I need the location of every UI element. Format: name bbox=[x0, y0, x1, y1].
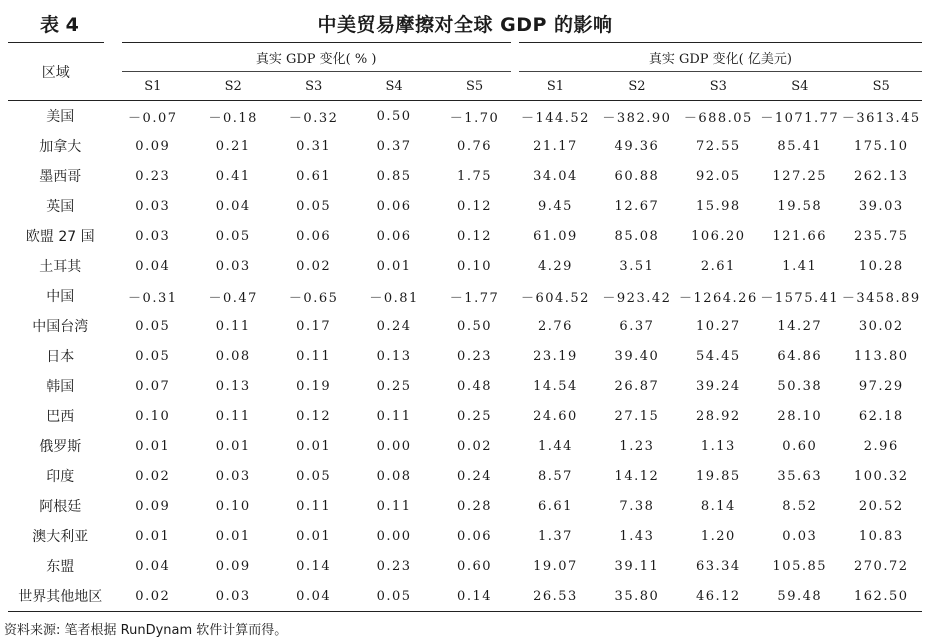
amt-value-cell: 27.15 bbox=[614, 408, 660, 424]
pct-value-cell: 0.11 bbox=[296, 498, 332, 514]
amt-value-cell: 1.13 bbox=[700, 438, 736, 454]
region-cell: 韩国 bbox=[46, 379, 75, 395]
pct-value-cell: －0.47 bbox=[208, 290, 258, 306]
table-row bbox=[8, 311, 922, 341]
amt-value-cell: 1.20 bbox=[700, 528, 736, 544]
amt-value-cell: 100.32 bbox=[854, 468, 909, 484]
pct-value-cell: 0.24 bbox=[376, 318, 412, 334]
pct-value-cell: 0.12 bbox=[296, 408, 332, 424]
table-row bbox=[8, 401, 922, 431]
pct-value-cell: 0.50 bbox=[376, 108, 412, 124]
amt-value-cell: 92.05 bbox=[695, 168, 741, 184]
amt-value-cell: 62.18 bbox=[858, 408, 904, 424]
amt-value-cell: －1264.26 bbox=[678, 290, 758, 306]
amt-value-cell: 2.96 bbox=[863, 438, 899, 454]
scenario-header: S3 bbox=[273, 72, 353, 101]
amt-value-cell: 1.37 bbox=[537, 528, 573, 544]
amt-value-cell: －604.52 bbox=[520, 290, 590, 306]
amt-value-cell: 14.27 bbox=[777, 318, 823, 334]
pct-value-cell: 0.01 bbox=[135, 438, 171, 454]
amt-value-cell: 1.41 bbox=[782, 258, 818, 274]
pct-value-cell: 0.00 bbox=[376, 438, 412, 454]
pct-value-cell: 0.12 bbox=[457, 228, 492, 244]
amt-value-cell: 26.87 bbox=[614, 378, 660, 394]
amt-value-cell: －688.05 bbox=[683, 110, 753, 126]
pct-value-cell: 0.04 bbox=[135, 558, 171, 574]
table-row bbox=[8, 521, 922, 551]
amt-value-cell: 61.09 bbox=[533, 228, 578, 244]
amt-value-cell: 23.19 bbox=[533, 348, 578, 364]
amt-value-cell: 34.04 bbox=[533, 168, 578, 184]
pct-value-cell: 0.01 bbox=[296, 438, 332, 454]
pct-value-cell: 0.23 bbox=[457, 348, 492, 364]
pct-value-cell: 0.31 bbox=[296, 138, 332, 154]
pct-value-cell: 0.11 bbox=[215, 408, 251, 424]
pct-value-cell: 0.37 bbox=[376, 138, 412, 154]
amt-value-cell: －3613.45 bbox=[841, 110, 921, 126]
pct-value-cell: 0.06 bbox=[376, 228, 412, 244]
amt-value-cell: 10.27 bbox=[695, 318, 741, 334]
table-row bbox=[8, 191, 922, 221]
amt-value-cell: 2.61 bbox=[700, 258, 736, 274]
pct-value-cell: 0.03 bbox=[215, 258, 251, 274]
table-row bbox=[8, 131, 922, 161]
title-bar bbox=[0, 0, 930, 38]
pct-value-cell: 0.25 bbox=[376, 378, 412, 394]
region-cell: 墨西哥 bbox=[39, 169, 82, 185]
scenario-header: S4 bbox=[354, 72, 434, 101]
pct-value-cell: 0.09 bbox=[135, 138, 171, 154]
pct-value-cell: 0.06 bbox=[296, 228, 332, 244]
pct-value-cell: 0.85 bbox=[376, 168, 412, 184]
amt-value-cell: －923.42 bbox=[602, 290, 672, 306]
table-row bbox=[8, 161, 922, 191]
pct-value-cell: 0.11 bbox=[215, 318, 251, 334]
pct-value-cell: 0.07 bbox=[135, 378, 171, 394]
pct-value-cell: －1.77 bbox=[449, 290, 500, 306]
amt-value-cell: 28.10 bbox=[777, 408, 823, 424]
amt-value-cell: 8.52 bbox=[782, 498, 818, 514]
region-cell: 中国 bbox=[46, 289, 75, 305]
pct-value-cell: 0.02 bbox=[135, 468, 171, 484]
amt-value-cell: 235.75 bbox=[854, 228, 909, 244]
table-row bbox=[8, 551, 922, 581]
amt-value-cell: 262.13 bbox=[854, 168, 909, 184]
amt-value-cell: 4.29 bbox=[537, 258, 573, 274]
amt-value-cell: 162.50 bbox=[841, 581, 923, 612]
amt-value-cell: 30.02 bbox=[858, 318, 904, 334]
pct-value-cell: 0.05 bbox=[215, 228, 251, 244]
pct-value-cell: 0.04 bbox=[215, 198, 251, 214]
amt-value-cell: 35.80 bbox=[596, 581, 677, 612]
amt-value-cell: 8.14 bbox=[700, 498, 736, 514]
pct-value-cell: 0.10 bbox=[457, 258, 492, 274]
pct-value-cell: －1.70 bbox=[449, 110, 500, 126]
pct-value-cell: 0.10 bbox=[135, 408, 171, 424]
pct-value-cell: 0.12 bbox=[457, 198, 492, 214]
amt-value-cell: －144.52 bbox=[520, 110, 590, 126]
amt-value-cell: 127.25 bbox=[772, 168, 828, 184]
pct-value-cell: 0.11 bbox=[376, 408, 412, 424]
pct-value-cell: 0.13 bbox=[215, 378, 251, 394]
pct-value-cell: 0.61 bbox=[296, 168, 332, 184]
table-row bbox=[8, 341, 922, 371]
table-row bbox=[8, 461, 922, 491]
region-cell: 巴西 bbox=[46, 409, 75, 425]
pct-value-cell: 0.01 bbox=[215, 528, 251, 544]
pct-value-cell: 0.00 bbox=[376, 528, 412, 544]
pct-value-cell: －0.07 bbox=[128, 110, 178, 126]
amt-value-cell: 6.61 bbox=[537, 498, 573, 514]
table-row bbox=[8, 251, 922, 281]
amt-value-cell: 20.52 bbox=[858, 498, 904, 514]
pct-value-cell: －0.65 bbox=[288, 290, 339, 306]
pct-value-cell: 0.41 bbox=[215, 168, 251, 184]
amt-value-cell: 26.53 bbox=[515, 581, 596, 612]
scenario-header: S1 bbox=[113, 72, 193, 101]
pct-value-cell: 0.03 bbox=[215, 468, 251, 484]
pct-value-cell: 0.08 bbox=[376, 468, 412, 484]
header-row-scenarios bbox=[8, 72, 922, 101]
pct-value-cell: 0.01 bbox=[215, 438, 251, 454]
table-row bbox=[8, 581, 922, 612]
region-cell: 世界其他地区 bbox=[8, 581, 113, 612]
pct-value-cell: －0.18 bbox=[208, 110, 258, 126]
amt-value-cell: 49.36 bbox=[614, 138, 660, 154]
pct-value-cell: 1.75 bbox=[457, 168, 492, 184]
pct-value-cell: 0.28 bbox=[457, 498, 492, 514]
pct-value-cell: 0.03 bbox=[135, 228, 171, 244]
amt-value-cell: 10.28 bbox=[858, 258, 904, 274]
pct-value-cell: 0.48 bbox=[457, 378, 492, 394]
pct-value-cell: 0.02 bbox=[296, 258, 332, 274]
region-cell: 日本 bbox=[46, 349, 75, 365]
amt-value-cell: 1.44 bbox=[537, 438, 573, 454]
region-cell: 阿根廷 bbox=[39, 499, 82, 515]
pct-value-cell: 0.09 bbox=[135, 498, 171, 514]
region-cell: 英国 bbox=[46, 199, 75, 215]
pct-value-cell: 0.01 bbox=[376, 258, 412, 274]
pct-value-cell: 0.05 bbox=[296, 468, 332, 484]
pct-value-cell: 0.50 bbox=[457, 318, 492, 334]
pct-value-cell: 0.19 bbox=[296, 378, 332, 394]
region-cell: 美国 bbox=[46, 109, 75, 125]
pct-value-cell: 0.25 bbox=[457, 408, 492, 424]
scenario-header: S1 bbox=[515, 72, 596, 101]
amt-value-cell: 35.63 bbox=[777, 468, 823, 484]
amt-value-cell: 0.60 bbox=[782, 438, 818, 454]
pct-value-cell: 0.03 bbox=[193, 581, 273, 612]
region-cell: 东盟 bbox=[46, 559, 75, 575]
pct-value-cell: 0.11 bbox=[376, 498, 412, 514]
amt-value-cell: 106.20 bbox=[691, 228, 746, 244]
pct-value-cell: 0.11 bbox=[296, 348, 332, 364]
amt-value-cell: 121.66 bbox=[772, 228, 828, 244]
amt-value-cell: 19.07 bbox=[533, 558, 578, 574]
table-label: 表 4 bbox=[40, 14, 79, 36]
table-title: 中美贸易摩擦对全球 GDP 的影响 bbox=[317, 14, 613, 36]
amt-value-cell: 64.86 bbox=[777, 348, 823, 364]
pct-value-cell: 0.05 bbox=[135, 348, 171, 364]
amt-value-cell: 1.23 bbox=[619, 438, 655, 454]
amt-value-cell: 50.38 bbox=[777, 378, 823, 394]
region-cell: 土耳其 bbox=[39, 259, 82, 275]
region-column-header: 区域 bbox=[8, 43, 113, 101]
amt-value-cell: 21.17 bbox=[533, 138, 578, 154]
amt-value-cell: 1.43 bbox=[619, 528, 655, 544]
table-row bbox=[8, 491, 922, 521]
pct-value-cell: 0.03 bbox=[135, 198, 171, 214]
amt-value-cell: 85.41 bbox=[777, 138, 823, 154]
amt-value-cell: －382.90 bbox=[602, 110, 672, 126]
amt-value-cell: 0.03 bbox=[782, 528, 818, 544]
pct-value-cell: 0.23 bbox=[135, 168, 171, 184]
gdp-impact-table bbox=[8, 42, 922, 612]
amt-value-cell: 2.76 bbox=[537, 318, 573, 334]
pct-value-cell: 0.14 bbox=[434, 581, 514, 612]
amt-value-cell: 60.88 bbox=[614, 168, 660, 184]
pct-value-cell: －0.32 bbox=[288, 110, 339, 126]
pct-value-cell: 0.17 bbox=[296, 318, 332, 334]
pct-value-cell: 0.04 bbox=[273, 581, 353, 612]
pct-value-cell: 0.10 bbox=[215, 498, 251, 514]
amt-value-cell: 54.45 bbox=[695, 348, 741, 364]
region-cell: 俄罗斯 bbox=[39, 439, 82, 455]
scenario-header: S3 bbox=[678, 72, 759, 101]
amt-value-cell: 39.24 bbox=[695, 378, 741, 394]
amt-value-cell: 10.83 bbox=[858, 528, 904, 544]
pct-value-cell: 0.76 bbox=[457, 138, 492, 154]
table-row bbox=[8, 221, 922, 251]
pct-value-cell: 0.09 bbox=[215, 558, 251, 574]
pct-value-cell: 0.05 bbox=[354, 581, 434, 612]
scenario-header: S2 bbox=[596, 72, 677, 101]
scenario-header: S5 bbox=[434, 72, 514, 101]
amt-value-cell: －3458.89 bbox=[841, 290, 921, 306]
table-row bbox=[8, 101, 922, 132]
pct-value-cell: 0.02 bbox=[113, 581, 193, 612]
pct-value-cell: 0.21 bbox=[215, 138, 251, 154]
table-row bbox=[8, 431, 922, 461]
amt-value-cell: 85.08 bbox=[614, 228, 660, 244]
pct-value-cell: －0.81 bbox=[369, 290, 419, 306]
amt-value-cell: 175.10 bbox=[854, 138, 909, 154]
amt-value-cell: 59.48 bbox=[759, 581, 840, 612]
amt-value-cell: 97.29 bbox=[858, 378, 904, 394]
table-row bbox=[8, 281, 922, 311]
amt-value-cell: 24.60 bbox=[533, 408, 578, 424]
pct-value-cell: 0.24 bbox=[457, 468, 492, 484]
region-cell: 中国台湾 bbox=[32, 319, 89, 335]
amt-value-cell: 9.45 bbox=[537, 198, 573, 214]
amt-value-cell: 19.58 bbox=[777, 198, 823, 214]
pct-value-cell: 0.01 bbox=[135, 528, 171, 544]
region-cell: 加拿大 bbox=[39, 139, 82, 155]
pct-value-cell: 0.23 bbox=[376, 558, 412, 574]
amt-value-cell: 19.85 bbox=[695, 468, 741, 484]
scenario-header: S2 bbox=[193, 72, 273, 101]
table-row bbox=[8, 371, 922, 401]
scenario-header: S5 bbox=[841, 72, 923, 101]
amt-value-cell: 8.57 bbox=[537, 468, 573, 484]
pct-value-cell: 0.13 bbox=[376, 348, 412, 364]
amt-value-cell: －1071.77 bbox=[760, 110, 840, 126]
pct-value-cell: 0.08 bbox=[215, 348, 251, 364]
pct-value-cell: 0.02 bbox=[457, 438, 492, 454]
region-cell: 印度 bbox=[46, 469, 75, 485]
pct-value-cell: 0.06 bbox=[457, 528, 492, 544]
amt-value-cell: 7.38 bbox=[619, 498, 655, 514]
region-cell: 澳大利亚 bbox=[32, 529, 89, 545]
amt-value-cell: 15.98 bbox=[695, 198, 741, 214]
table-body bbox=[8, 101, 922, 612]
region-cell: 欧盟 27 国 bbox=[25, 229, 95, 245]
pct-value-cell: 0.14 bbox=[296, 558, 332, 574]
amt-value-cell: 3.51 bbox=[619, 258, 655, 274]
pct-value-cell: 0.05 bbox=[135, 318, 171, 334]
amt-value-cell: 6.37 bbox=[619, 318, 655, 334]
amt-value-cell: 72.55 bbox=[695, 138, 741, 154]
pct-value-cell: 0.06 bbox=[376, 198, 412, 214]
amt-value-cell: 105.85 bbox=[772, 558, 828, 574]
amt-value-cell: 39.40 bbox=[614, 348, 660, 364]
amt-value-cell: 14.54 bbox=[533, 378, 578, 394]
pct-value-cell: 0.01 bbox=[296, 528, 332, 544]
amt-value-cell: 270.72 bbox=[854, 558, 909, 574]
amt-value-cell: 12.67 bbox=[614, 198, 660, 214]
amt-value-cell: 113.80 bbox=[854, 348, 909, 364]
pct-value-cell: －0.31 bbox=[128, 290, 178, 306]
amt-value-cell: 46.12 bbox=[678, 581, 759, 612]
pct-group-header: 真实 GDP 变化( % ) bbox=[113, 43, 515, 72]
amt-value-cell: －1575.41 bbox=[760, 290, 840, 306]
pct-value-cell: 0.04 bbox=[135, 258, 171, 274]
pct-value-cell: 0.60 bbox=[457, 558, 492, 574]
header-row-groups bbox=[8, 43, 922, 72]
amt-value-cell: 14.12 bbox=[614, 468, 660, 484]
scenario-header: S4 bbox=[759, 72, 840, 101]
pct-value-cell: 0.05 bbox=[296, 198, 332, 214]
amt-value-cell: 63.34 bbox=[695, 558, 741, 574]
amt-group-header: 真实 GDP 变化( 亿美元) bbox=[515, 43, 922, 72]
amt-value-cell: 39.03 bbox=[858, 198, 904, 214]
source-note: 资料来源: 笔者根据 RunDynam 软件计算而得。 bbox=[4, 623, 288, 638]
amt-value-cell: 28.92 bbox=[695, 408, 741, 424]
amt-value-cell: 39.11 bbox=[614, 558, 660, 574]
